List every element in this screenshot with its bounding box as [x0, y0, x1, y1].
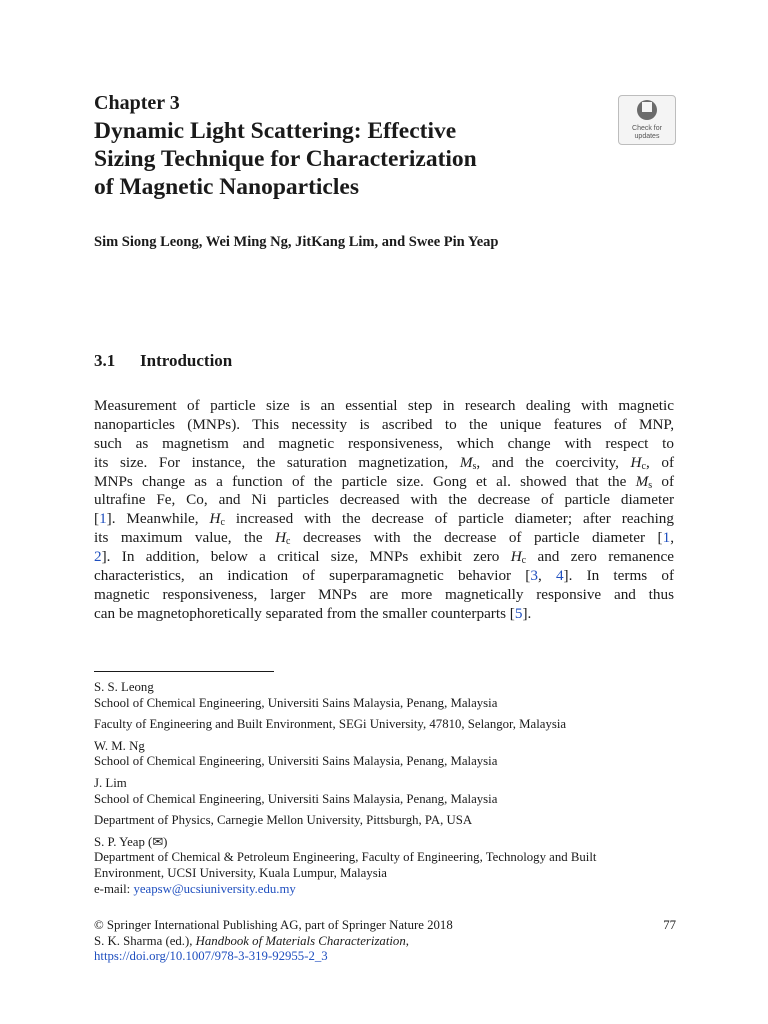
affiliation-text: School of Chemical Engineering, Universiti Sains Malaysia, Penang, Malaysia [94, 754, 498, 769]
reference-link-2[interactable]: 2 [94, 548, 102, 566]
author-list: Sim Siong Leong, Wei Ming Ng, JitKang Lim, and Swee Pin Yeap [94, 234, 499, 250]
paragraph-line: its maximum value, the $H_c$ decreases with the decrease of particle diameter [1, [94, 529, 674, 548]
author-name: W. M. Ng [94, 738, 145, 753]
affiliation-block [94, 813, 684, 829]
reference-link-4[interactable]: 4 [555, 567, 564, 585]
copyright-block [94, 918, 676, 965]
doi-link[interactable]: https://doi.org/10.1007/978-3-319-92955-2_3 [94, 949, 328, 964]
book-title: Handbook of Materials Characterization [195, 933, 406, 948]
chapter-title [94, 117, 594, 201]
chapter-label: Chapter 3 [94, 92, 180, 114]
paragraph-line: Measurement of particle size is an essential step in research dealing with magnetic [94, 397, 674, 414]
paragraph-line: magnetic responsiveness, larger MNPs are more magnetically responsive and thus [94, 585, 674, 603]
check-for-updates-icon [633, 98, 661, 124]
affiliation-block [94, 776, 684, 807]
affiliation-text: School of Chemical Engineering, Universiti Sains Malaysia, Penang, Malaysia [94, 791, 498, 806]
badge-line-1: Check for [632, 125, 662, 132]
section-number: 3.1 [94, 351, 116, 370]
affiliation-text: Faculty of Engineering and Built Environment, SEGi University, 47810, Selangor, Malaysia [94, 717, 567, 732]
paragraph-line: such as magnetism and magnetic responsiveness, which change with respect to [94, 434, 674, 452]
paragraph-line: nanoparticles (MNPs). This necessity is ascribed to the unique features of MNP, [94, 415, 674, 433]
section-heading [94, 351, 232, 371]
chapter-title-line: Sizing Technique for Characterization [94, 146, 477, 172]
section-title: Introduction [140, 351, 233, 370]
author-name: S. P. Yeap (✉) [94, 834, 168, 849]
author-name: J. Lim [94, 775, 127, 790]
symbol-hc: H [209, 510, 221, 528]
affiliation-block [94, 739, 684, 770]
symbol-hc: H [510, 548, 522, 566]
affiliation-text: Environment, UCSI University, Kuala Lumpur, Malaysia [94, 865, 387, 880]
editor-line: S. K. Sharma (ed.), Handbook of Materials Characterization, [94, 933, 409, 948]
chapter-title-line: of Magnetic Nanoparticles [94, 174, 359, 200]
affiliation-block [94, 835, 684, 897]
symbol-hc: H [630, 453, 642, 471]
reference-link-3[interactable]: 3 [530, 567, 538, 585]
reference-link-1[interactable]: 1 [662, 529, 671, 547]
affiliation-text: Department of Chemical & Petroleum Engineering, Faculty of Engineering, Technology and Built [94, 850, 597, 865]
copyright-line: © Springer International Publishing AG, part of Springer Nature 2018 [94, 918, 453, 932]
paragraph-line: 2]. In addition, below a critical size, MNPs exhibit zero $H_c$ and zero remanence [94, 548, 674, 567]
chapter-title-line: Dynamic Light Scattering: Effective [94, 118, 457, 144]
affiliation-text: School of Chemical Engineering, Universiti Sains Malaysia, Penang, Malaysia [94, 695, 498, 710]
paragraph-line: characteristics, an indication of superparamagnetic behavior [3, 4]. In terms of [94, 567, 674, 585]
symbol-ms: M [635, 472, 649, 490]
intro-paragraph [94, 397, 674, 624]
reference-link-5[interactable]: 5 [514, 604, 523, 622]
footnote-divider [94, 671, 274, 672]
symbol-ms: M [459, 453, 473, 471]
affiliation-block [94, 680, 684, 711]
page-number: 77 [663, 918, 676, 932]
affiliations [94, 680, 684, 903]
paragraph-line: MNPs change as a function of the particle size. Gong et al. showed that the $M_s$ of [94, 472, 675, 491]
envelope-icon: ✉ [152, 834, 164, 849]
author-name: S. S. Leong [94, 680, 154, 694]
paragraph-line: its size. For instance, the saturation magnetization, $M_s$, and the coercivity, $H_c$, of [94, 453, 675, 472]
reference-link-1[interactable]: 1 [99, 510, 107, 528]
affiliation-block [94, 717, 684, 733]
check-for-updates-badge[interactable] [618, 95, 676, 145]
paragraph-line: [1]. Meanwhile, $H_c$ increased with the decrease of particle diameter; after reaching [94, 510, 674, 529]
badge-line-2: updates [634, 133, 660, 140]
paragraph-line: ultrafine Fe, Co, and Ni particles decreased with the decrease of particle diameter [94, 491, 674, 509]
email-line: e-mail: yeapsw@ucsiuniversity.edu.my [94, 881, 296, 896]
paragraph-line: can be magnetophoretically separated from the smaller counterparts [5]. [94, 604, 532, 622]
email-link[interactable]: yeapsw@ucsiuniversity.edu.my [133, 881, 296, 896]
affiliation-text: Department of Physics, Carnegie Mellon University, Pittsburgh, PA, USA [94, 813, 473, 828]
symbol-hc: H [275, 529, 287, 547]
